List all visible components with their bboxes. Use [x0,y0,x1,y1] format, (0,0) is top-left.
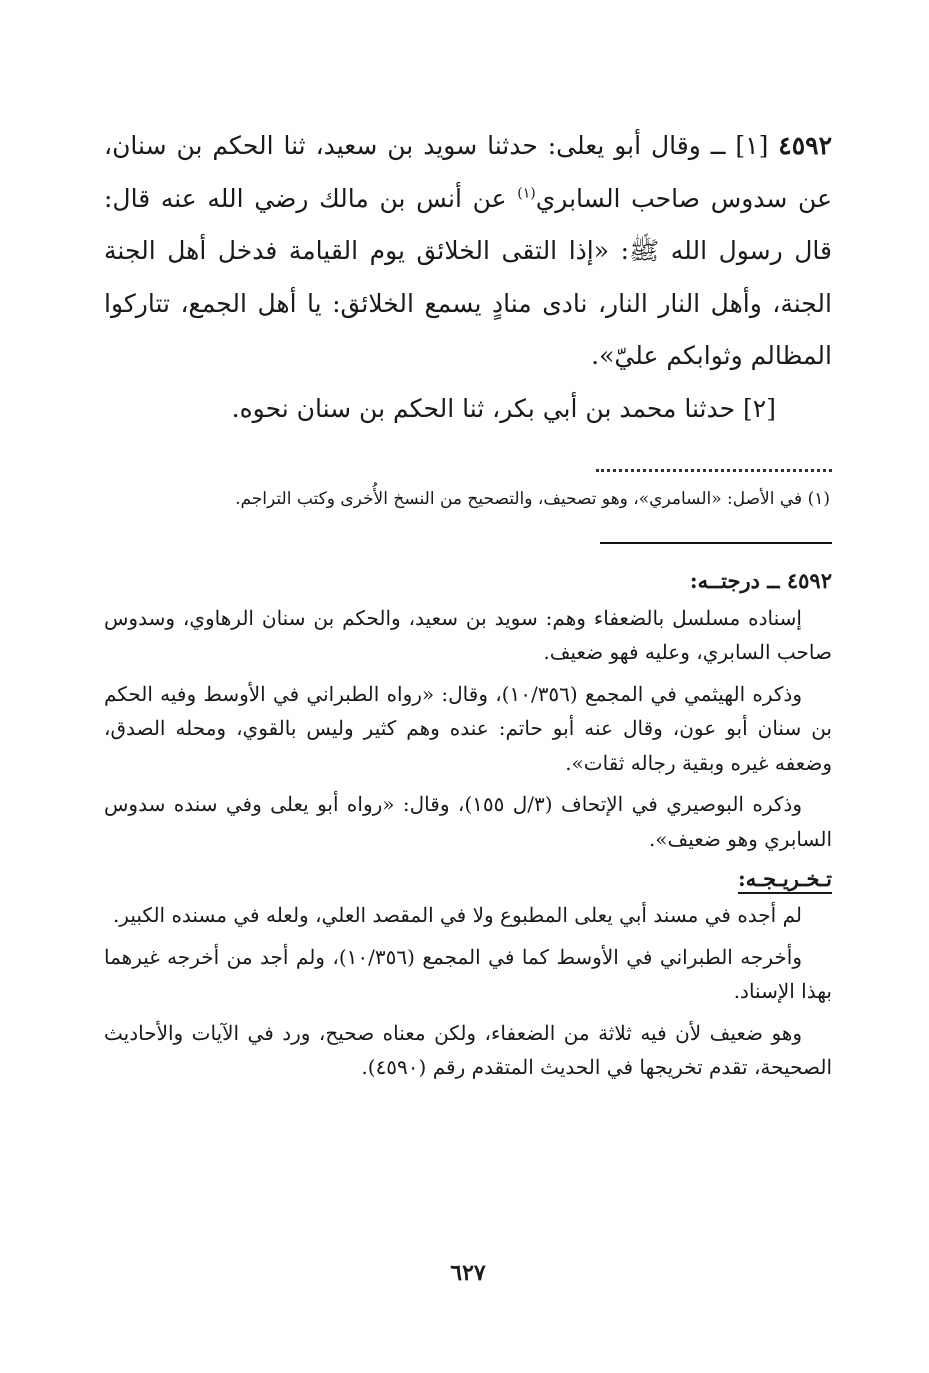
narration-marker: [١] [735,131,769,160]
book-page [104,120,832,1360]
footnote-separator [596,469,832,472]
footnote-reference: (١) [517,185,536,202]
hadith-text [104,120,832,383]
section-divider [600,542,832,544]
grading-paragraph: وذكره البوصيري في الإتحاف (٣/ل ١٥٥)، وقال: «رواه أبو يعلى وفي سنده سدوس السابري وهو ضعيف». [104,792,832,851]
takhrij-heading: تـخـريـجـه: [737,866,832,891]
grading-paragraph: وذكره الهيثمي في المجمع (١٠/٣٥٦)، وقال: «رواه الطبراني في الأوسط وفيه الحكم بن سنان أبو عون، وقال عنه أبو حاتم: عنده وهم كثير وليس بالقوي، ومحله الصدق، وضعفه غيره وبقية رجاله ثقات». [104,681,832,775]
page-number: ٦٢٧ [450,1260,486,1286]
hadith-number: ٤٥٩٢ [778,131,832,160]
second-narration: [٢] حدثنا محمد بن أبي بكر، ثنا الحكم بن سنان نحوه. [231,393,776,423]
hadith-text-part2: عن أنس بن مالك رضي الله عنه قال: قال رسول الله ﷺ: «إذا التقى الخلائق يوم القيامة فدخل أهل الجنة الجنة، وأهل النار النار، نادى منادٍ يسمع الخلائق: يا أهل الجمع، تتاركوا المظالم وثوابكم عليّ». [104,183,832,370]
takhrij-paragraph: لم أجده في مسند أبي يعلى المطبوع ولا في المقصد العلي، ولعله في مسنده الكبير. [112,903,802,927]
hadith-text-part1: ــ وقال أبو يعلى: حدثنا سويد بن سعيد، ثنا الحكم بن سنان، عن سدوس صاحب السابري [104,131,832,213]
takhrij-paragraph: وهو ضعيف لأن فيه ثلاثة من الضعفاء، ولكن معناه صحيح، ورد في الآيات والأحاديث الصحيحة، تقدم تخريجها في الحديث المتقدم رقم (٤٥٩٠). [104,1020,832,1079]
grading-heading: ٤٥٩٢ ــ درجتــه: [689,567,832,593]
takhrij-paragraph: وأخرجه الطبراني في الأوسط كما في المجمع (١٠/٣٥٦)، ولم أجد من أخرجه غيرهما بهذا الإسناد. [104,944,832,1003]
grading-paragraph: إسناده مسلسل بالضعفاء وهم: سويد بن سعيد، والحكم بن سنان الرهاوي، وسدوس صاحب السابري، وعليه فهو ضعيف. [104,605,832,664]
footnote: (١) في الأصل: «السامري»، وهو تصحيف، والتصحيح من النسخ الأُخرى وكتب التراجم. [235,488,830,509]
